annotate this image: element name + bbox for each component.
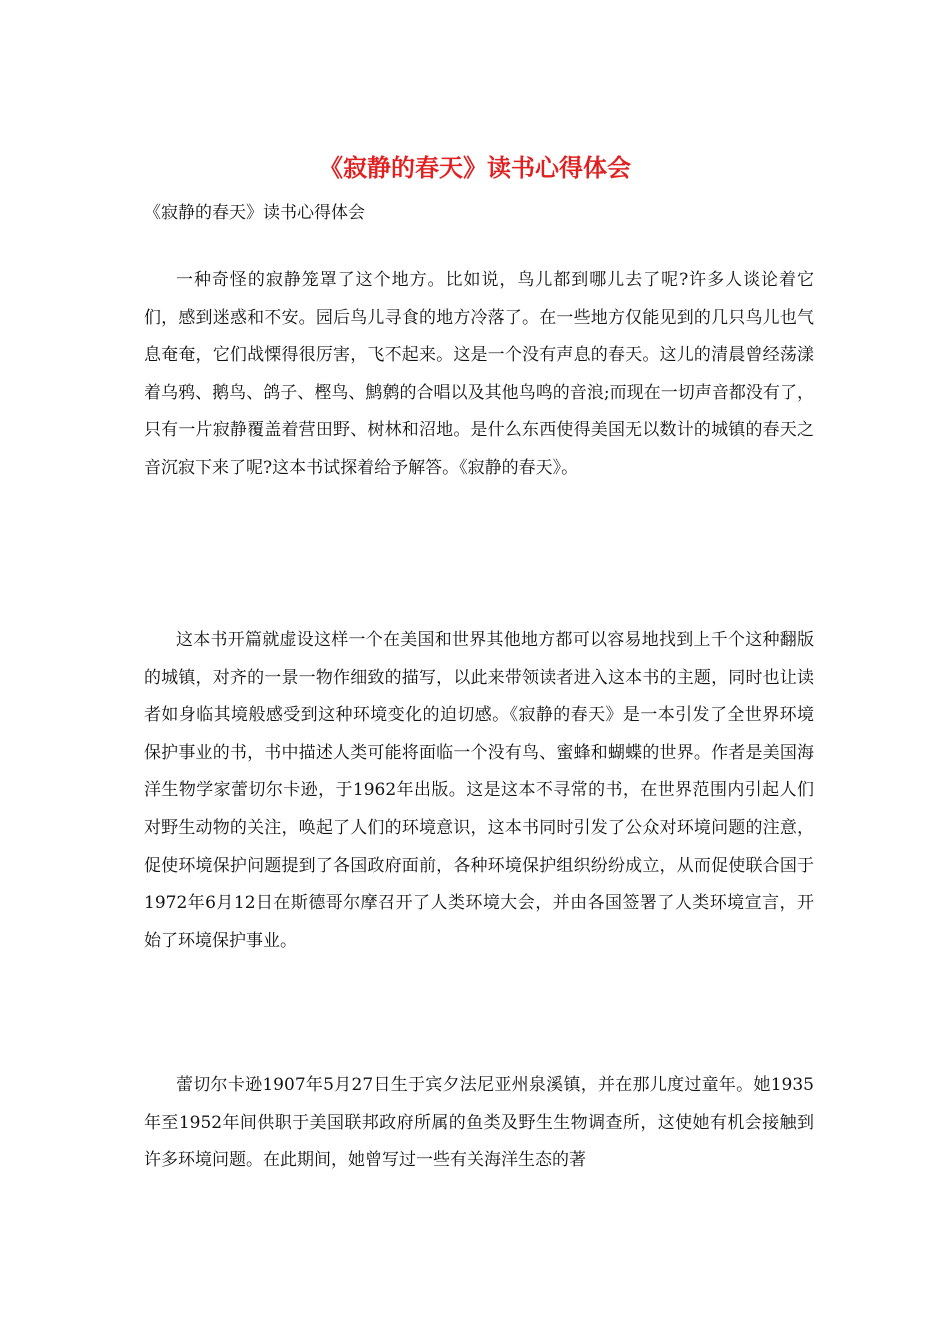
paragraph-2: 这本书开篇就虚设这样一个在美国和世界其他地方都可以容易地找到上千个这种翻版的城镇，对齐的一景一物作细致的描写，以此来带领读者进入这本书的主题，同时也让读者如身临其境般感受到这种环境变化的迫切感。《寂静的春天》是一本引发了全世界环境保护事业的书，书中描述人类可能将面临一个没有鸟、蜜蜂和蝴蝶的世界。作者是美国海洋生物学家蕾切尔卡逊，于1962年出版。这是这本不寻常的书，在世界范围内引起人们对野生动物的关注，唤起了人们的环境意识，这本书同时引发了公众对环境问题的注意，促使环境保护问题提到了各国政府面前，各种环境保护组织纷纷成立，从而促使联合国于1972年6月12日在斯德哥尔摩召开了人类环境大会，并由各国签署了人类环境宣言，开始了环境保护事业。 <box>144 630 814 951</box>
paragraph-1: 一种奇怪的寂静笼罩了这个地方。比如说，鸟儿都到哪儿去了呢?许多人谈论着它们，感到迷惑和不安。园后鸟儿寻食的地方冷落了。在一些地方仅能见到的几只鸟儿也气息奄奄，它们战慄得很厉害，飞不起来。这是一个没有声息的春天。这儿的清晨曾经荡漾着乌鸦、鹅鸟、鸽子、樫鸟、鹪鹩的合唱以及其他鸟鸣的音浪;而现在一切声音都没有了，只有一片寂静覆盖着营田野、树林和沼地。是什么东西使得美国无以数计的城镇的春天之音沉寂下来了呢?这本书试探着给予解答。《寂静的春天》。 <box>144 270 814 478</box>
document-subtitle: 《寂静的春天》读书心得体会 <box>144 203 365 223</box>
paragraph-3: 蕾切尔卡逊1907年5月27日生于宾夕法尼亚州泉溪镇，并在那儿度过童年。她1935年至1952年间供职于美国联邦政府所属的鱼类及野生生物调查所，这使她有机会接触到许多环境问题。在此期间，她曾写过一些有关海洋生态的著 <box>144 1075 814 1171</box>
document-title: 《寂静的春天》读书心得体会 <box>319 153 631 182</box>
